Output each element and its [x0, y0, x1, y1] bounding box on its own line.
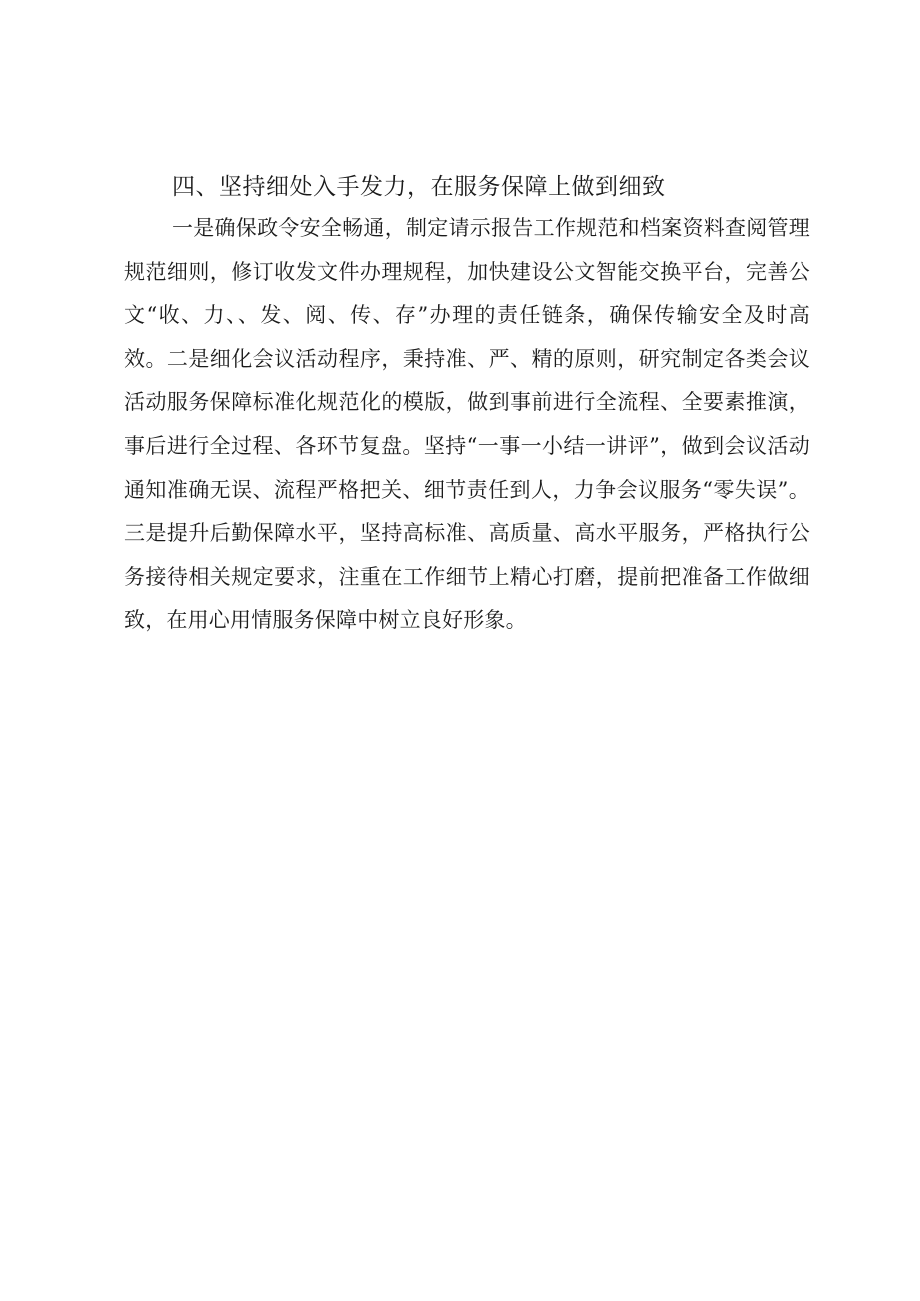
body-paragraph: 一是确保政令安全畅通，制定请示报告工作规范和档案资料查阅管理规范细则，修订收发文件办理规程，加快建设公文智能交换平台，完善公文“收、力、、发、阅、传、存”办理的责任链条，确保传输安全及时高效。二是细化会议活动程序，秉持准、严、精的原则，研究制定各类会议活动服务保障标准化规范化的模版，做到事前进行全流程、全要素推演，事后进行全过程、各环节复盘。坚持“一事一小结一讲评”，做到会议活动通知准确无误、流程严格把关、细节责任到人，力争会议服务“零失误”。三是提升后勤保障水平，坚持高标准、高质量、高水平服务，严格执行公务接待相关规定要求，注重在工作细节上精心打磨，提前把准备工作做细致，在用心用情服务保障中树立良好形象。	[124, 216, 810, 633]
document-page	[124, 0, 810, 1301]
section-heading: 四、坚持细处入手发力，在服务保障上做到细致	[172, 174, 666, 200]
